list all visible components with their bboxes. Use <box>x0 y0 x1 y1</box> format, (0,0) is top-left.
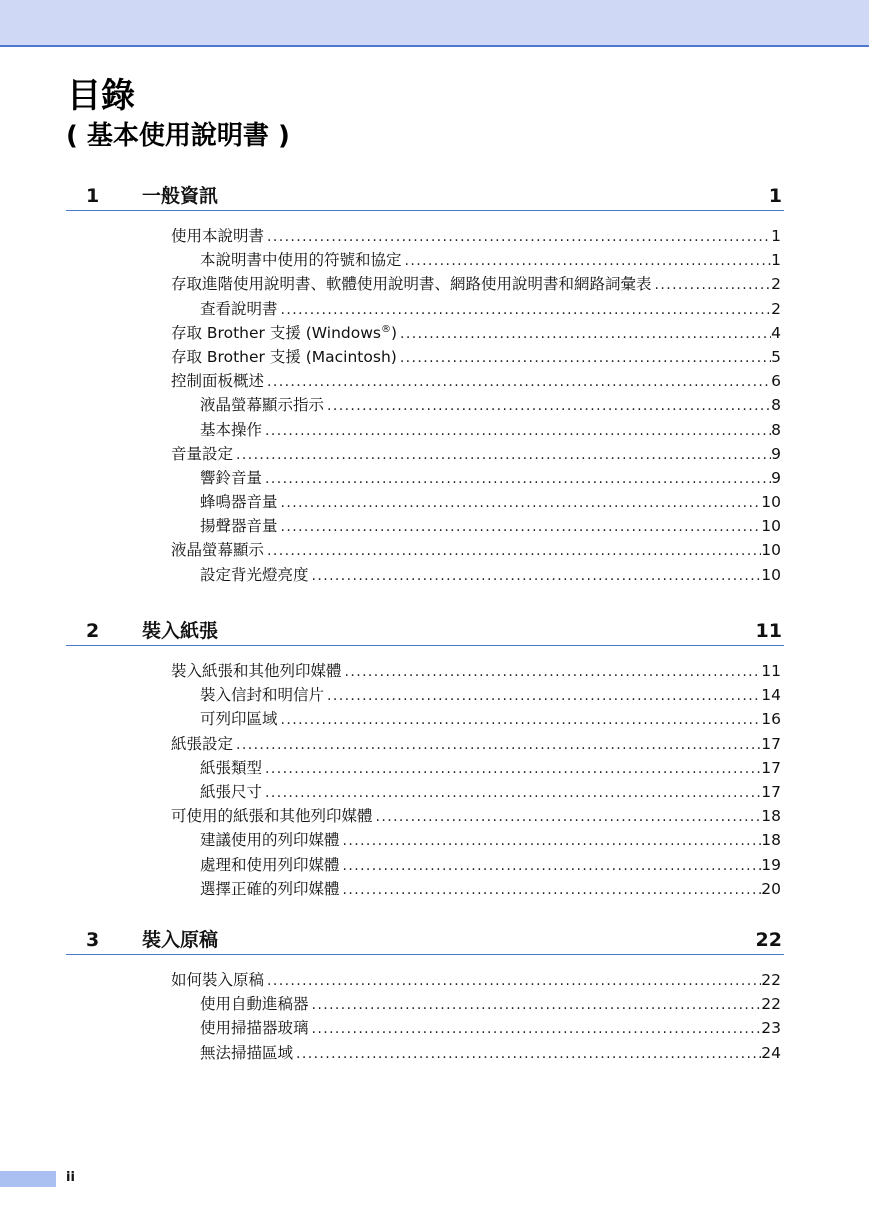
toc-entry[interactable] <box>200 248 781 272</box>
page-number: ii <box>66 1170 75 1185</box>
toc-entry[interactable] <box>200 780 781 804</box>
toc-entry[interactable] <box>200 490 781 514</box>
toc-entry[interactable] <box>200 514 781 538</box>
chapter-title: 裝入原稿 <box>142 929 219 951</box>
toc-entry-page: 20 <box>761 879 781 898</box>
toc-entry[interactable] <box>171 272 781 296</box>
toc-entry-page: 19 <box>761 855 781 874</box>
toc-entry[interactable] <box>200 1016 781 1040</box>
toc-entry-page: 8 <box>771 396 781 415</box>
toc-entry[interactable] <box>171 321 781 345</box>
toc-entry-page: 14 <box>761 686 781 705</box>
toc-entry-page: 17 <box>761 734 781 753</box>
toc-entry-title: 裝入紙張和其他列印媒體 <box>171 662 342 680</box>
toc-entry[interactable] <box>171 442 781 466</box>
toc-entry-title: 揚聲器音量 <box>200 517 278 536</box>
toc-entry-page: 10 <box>761 493 781 512</box>
toc-entry-title-pre: 存取 Brother 支援 (Windows <box>171 323 381 342</box>
toc-entry-title: 設定背光燈亮度 <box>200 565 309 584</box>
toc-entry[interactable] <box>200 992 781 1016</box>
leader-dots <box>267 370 771 394</box>
leader-dots <box>376 805 762 829</box>
toc-entry[interactable] <box>200 393 781 417</box>
toc-entry-title: 蜂鳴器音量 <box>200 493 278 512</box>
toc-entry-title: 基本操作 <box>200 420 263 439</box>
toc-entry[interactable] <box>200 683 781 707</box>
toc-entry-title: 液晶螢幕顯示 <box>171 541 265 560</box>
leader-dots <box>267 539 761 563</box>
chapter-heading[interactable] <box>66 619 784 646</box>
toc-entry-page: 9 <box>771 468 781 487</box>
toc-entry-title: 紙張尺寸 <box>200 782 263 801</box>
registered-mark: ® <box>380 323 391 335</box>
page-subtitle: ( 基本使用說明書 ) <box>66 121 290 151</box>
toc-entry[interactable] <box>200 418 781 442</box>
toc-entry-page: 22 <box>761 995 781 1014</box>
toc-entry[interactable] <box>200 563 781 587</box>
header-band <box>0 0 869 47</box>
toc-entry-title-post: ) <box>390 323 398 342</box>
toc-entry[interactable] <box>200 466 781 490</box>
chapter-title: 一般資訊 <box>142 185 219 207</box>
toc-entry-page: 5 <box>771 347 781 366</box>
toc-entry[interactable] <box>200 828 781 852</box>
chapter-number: 1 <box>86 185 100 207</box>
toc-entry-title: 使用自動進稿器 <box>200 995 309 1014</box>
toc-entry-page: 10 <box>761 565 781 584</box>
leader-dots <box>312 564 762 588</box>
toc-entry-page: 2 <box>771 275 781 294</box>
toc-entry-title: 液晶螢幕顯示指示 <box>200 396 325 415</box>
toc-entry[interactable] <box>200 877 781 901</box>
toc-entry-title: 查看說明書 <box>200 299 278 318</box>
toc-entry-page: 17 <box>761 758 781 777</box>
toc-entry-title: 選擇正確的列印媒體 <box>200 879 340 898</box>
toc-entry-page: 18 <box>761 831 781 850</box>
leader-dots <box>236 733 761 757</box>
toc-entry-page: 22 <box>761 971 781 989</box>
toc-entry-title: 建議使用的列印媒體 <box>200 831 340 850</box>
toc-entry-page: 24 <box>761 1043 781 1062</box>
leader-dots <box>343 878 762 902</box>
leader-dots <box>327 684 761 708</box>
toc-entry-title: 裝入信封和明信片 <box>200 686 325 705</box>
leader-dots <box>265 781 761 805</box>
toc-entry[interactable] <box>200 1041 781 1065</box>
leader-dots <box>405 249 772 273</box>
chapter-3 <box>0 928 869 1065</box>
toc-entry[interactable] <box>200 756 781 780</box>
leader-dots <box>296 1042 761 1066</box>
toc-entry-page: 18 <box>761 807 781 826</box>
chapter-number: 2 <box>86 620 100 642</box>
chapter-2 <box>0 619 869 901</box>
leader-dots <box>265 757 761 781</box>
toc-entry-title: 使用掃描器玻璃 <box>200 1019 309 1038</box>
toc-entry-title: 使用本說明書 <box>171 227 265 245</box>
toc-entry-page: 16 <box>761 710 781 729</box>
toc-entry-title: 紙張設定 <box>171 734 234 753</box>
toc-entry-title: 可列印區域 <box>200 710 278 729</box>
toc-entry-page: 10 <box>761 517 781 536</box>
leader-dots <box>343 829 762 853</box>
toc-entry-title: 本說明書中使用的符號和協定 <box>200 251 402 270</box>
toc-entry-page: 4 <box>771 323 781 342</box>
leader-dots <box>400 322 771 346</box>
toc-entry-title: 處理和使用列印媒體 <box>200 855 340 874</box>
footer-tab <box>0 1171 56 1187</box>
chapter-heading[interactable] <box>66 928 784 955</box>
toc-entry-page: 17 <box>761 782 781 801</box>
toc-entry-title: 響鈴音量 <box>200 468 263 487</box>
chapter-number: 3 <box>86 929 100 951</box>
toc-entry[interactable] <box>171 224 781 248</box>
toc-entry[interactable] <box>171 369 781 393</box>
toc-entry-page: 8 <box>771 420 781 439</box>
toc-entry[interactable] <box>171 538 781 562</box>
leader-dots <box>265 419 771 443</box>
chapter-title: 裝入紙張 <box>142 620 219 642</box>
leader-dots <box>281 515 762 539</box>
leader-dots <box>236 443 771 467</box>
toc-entry-title: 無法掃描區域 <box>200 1043 294 1062</box>
toc-entry-page: 1 <box>771 227 781 245</box>
toc-entry[interactable] <box>171 345 781 369</box>
leader-dots <box>267 225 771 249</box>
leader-dots <box>281 491 762 515</box>
leader-dots <box>265 467 771 491</box>
leader-dots <box>343 854 762 878</box>
leader-dots <box>281 298 772 322</box>
toc-entry[interactable] <box>171 659 781 683</box>
chapter-heading[interactable] <box>66 184 784 211</box>
toc-entry-title: 存取進階使用說明書、軟體使用說明書、網路使用說明書和網路詞彙表 <box>171 275 652 294</box>
leader-dots <box>400 346 771 370</box>
toc-entry-title <box>171 321 400 345</box>
toc-entry-title: 存取 Brother 支援 (Macintosh) <box>171 347 397 366</box>
toc-entry-page: 10 <box>761 541 781 560</box>
leader-dots <box>267 969 761 993</box>
toc-entry-page: 2 <box>771 299 781 318</box>
chapter-page: 11 <box>755 620 782 642</box>
leader-dots <box>655 273 772 297</box>
toc-entry-title: 音量設定 <box>171 444 234 463</box>
toc-entry-page: 9 <box>771 444 781 463</box>
chapter-1 <box>0 184 869 587</box>
toc-entry[interactable] <box>200 853 781 877</box>
leader-dots <box>327 394 771 418</box>
chapter-page: 22 <box>755 929 782 951</box>
leader-dots <box>345 660 762 684</box>
toc-entry-title: 紙張類型 <box>200 758 263 777</box>
toc-entry-title: 可使用的紙張和其他列印媒體 <box>171 807 373 826</box>
toc-entry[interactable] <box>171 732 781 756</box>
toc-entry[interactable] <box>171 968 781 992</box>
toc-entry-page: 23 <box>761 1019 781 1038</box>
toc-entry-title: 控制面板概述 <box>171 372 265 391</box>
toc-entry-page: 1 <box>771 251 781 270</box>
toc-entry[interactable] <box>171 804 781 828</box>
leader-dots <box>312 993 762 1017</box>
chapter-page: 1 <box>768 185 782 207</box>
toc-entry[interactable] <box>200 297 781 321</box>
leader-dots <box>281 708 762 732</box>
toc-entry-page: 11 <box>761 662 781 680</box>
toc-entry[interactable] <box>200 707 781 731</box>
toc-entry-page: 6 <box>771 372 781 391</box>
page-title: 目錄 <box>67 76 135 116</box>
toc-entry-title: 如何裝入原稿 <box>171 971 265 989</box>
leader-dots <box>312 1017 762 1041</box>
